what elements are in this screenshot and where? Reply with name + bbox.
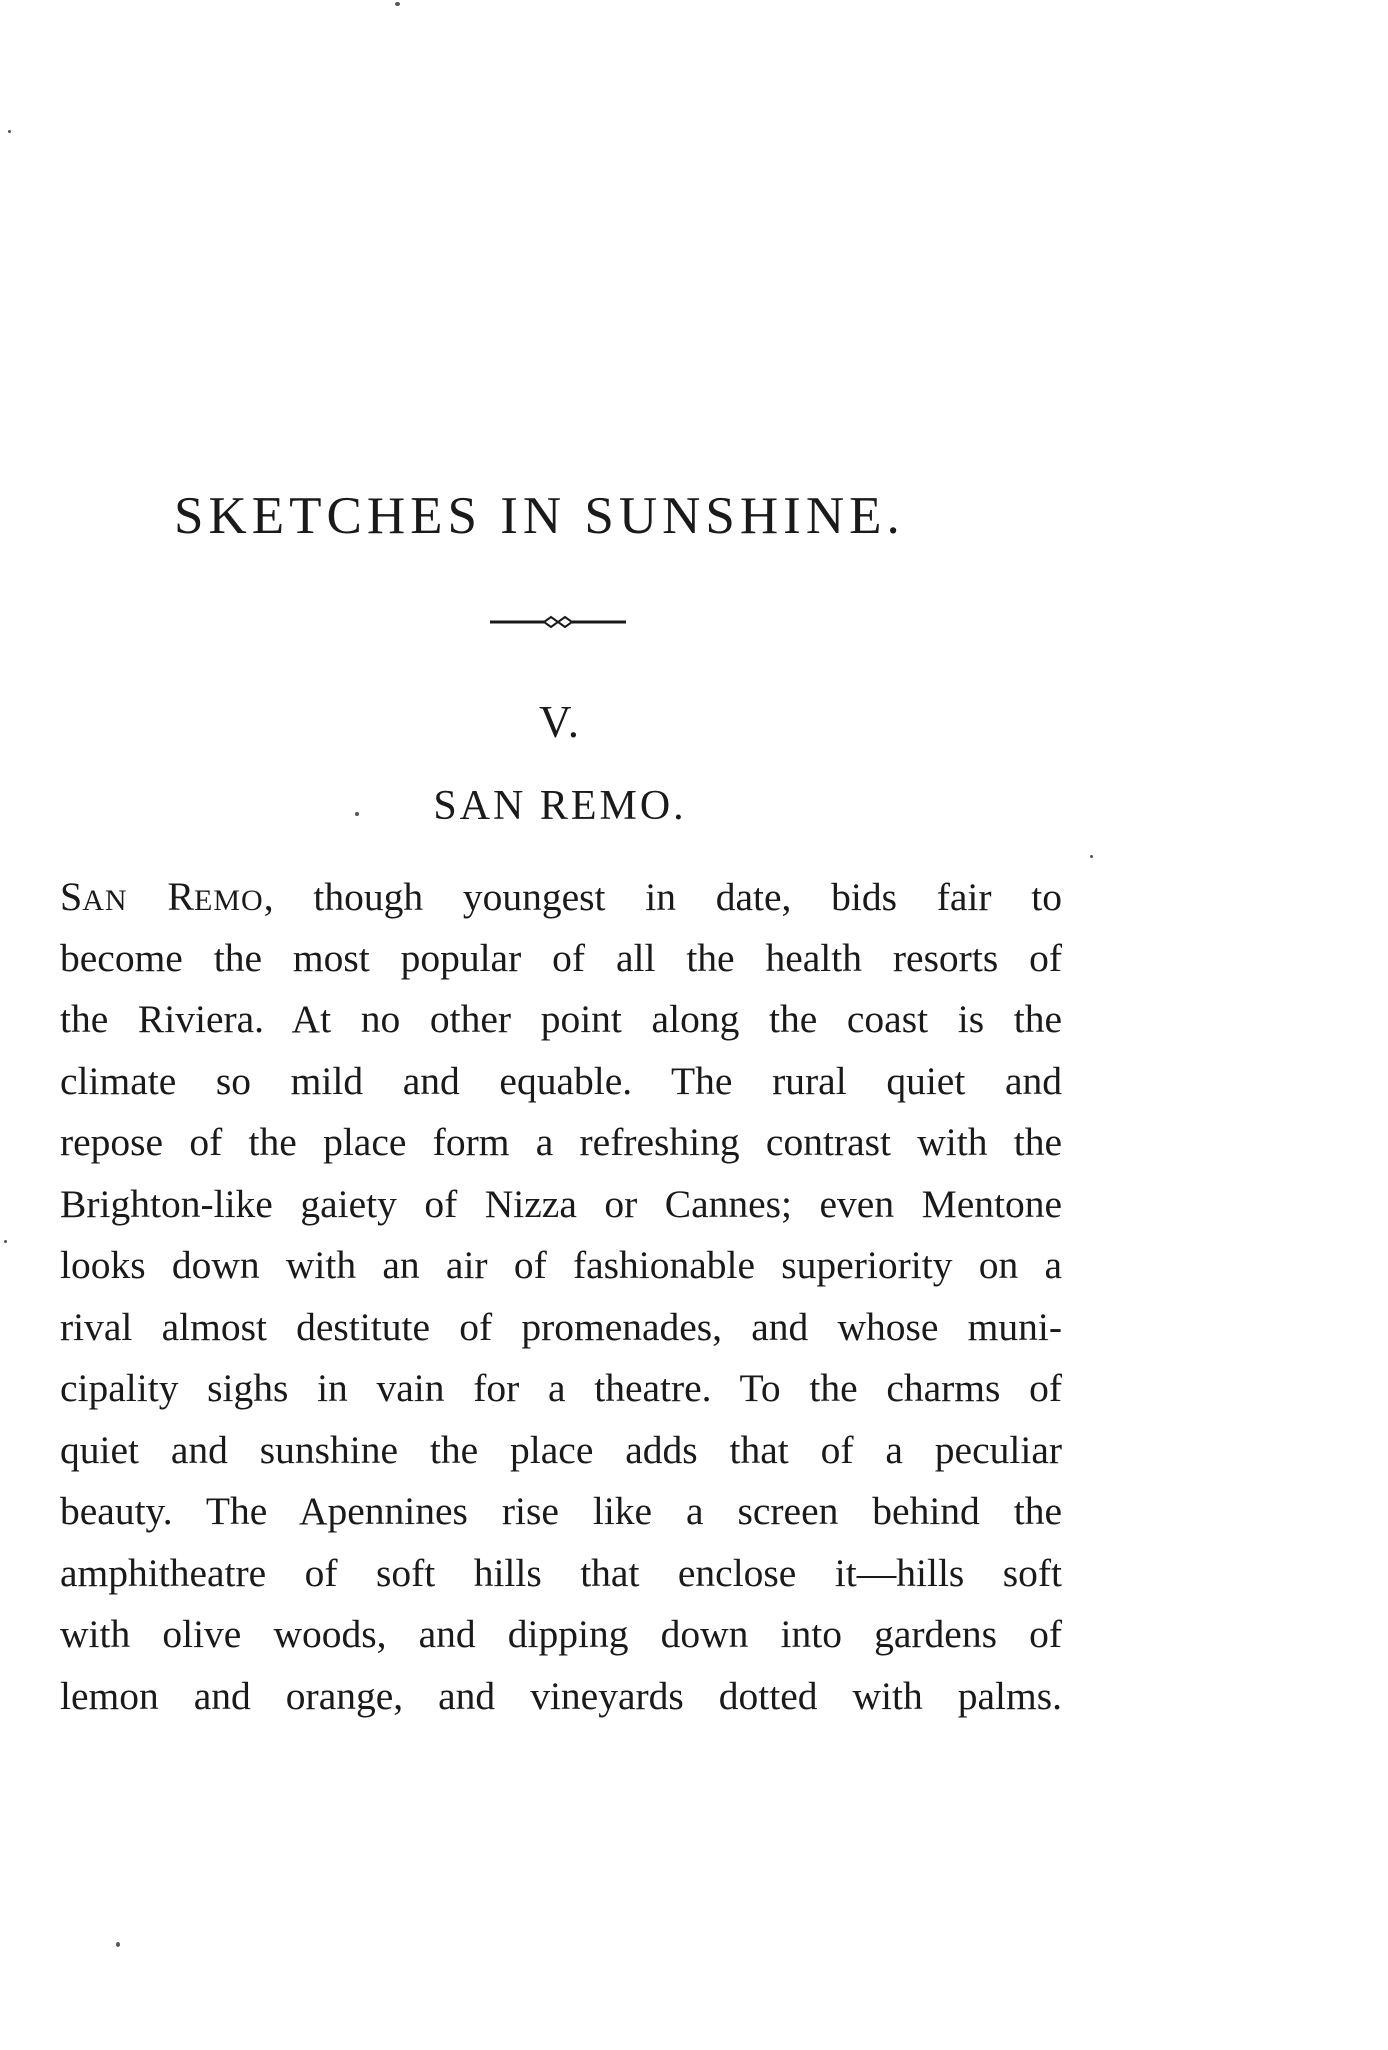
scan-speck	[116, 1942, 120, 1947]
small-cap-initial: S	[60, 874, 83, 919]
small-cap-rest: EMO	[194, 884, 264, 917]
text-line: rival almost destitute of promenades, and whose muni-	[60, 1304, 1062, 1349]
text-line: the Riviera. At no other point along the coast is the	[60, 997, 1062, 1041]
ornament-divider	[490, 612, 626, 632]
first-line-rest: , though youngest in date, bids fair to	[263, 875, 1063, 919]
small-cap-rest: AN	[82, 884, 128, 917]
text-line: repose of the place form a refreshing contrast with the	[60, 1120, 1062, 1164]
running-title: SKETCHES IN SUNSHINE.	[174, 487, 905, 545]
scan-speck	[4, 1240, 7, 1243]
text-line: climate so mild and equable. The rural quiet and	[60, 1058, 1062, 1103]
scan-speck	[395, 2, 400, 6]
text-line: amphitheatre of soft hills that enclose it—hills soft	[60, 1550, 1062, 1595]
text-line: quiet and sunshine the place adds that of a peculiar	[60, 1427, 1062, 1472]
text-line: become the most popular of all the health resorts of	[60, 935, 1062, 980]
text-line: with olive woods, and dipping down into gardens of	[60, 1612, 1062, 1656]
scan-speck	[8, 130, 11, 133]
body-text	[60, 866, 1062, 1727]
small-cap-initial: R	[167, 874, 195, 919]
scan-speck	[1090, 855, 1093, 858]
text-line: cipality sighs in vain for a theatre. To the charms of	[60, 1366, 1062, 1410]
text-line: beauty. The Apennines rise like a screen behind the	[60, 1489, 1062, 1533]
text-line: lemon and orange, and vineyards dotted with palms.	[60, 1673, 1062, 1718]
text-line	[60, 866, 1062, 928]
chapter-title: SAN REMO.	[433, 783, 687, 829]
text-line: Brighton-like gaiety of Nizza or Cannes; even Mentone	[60, 1181, 1062, 1226]
chapter-number: V.	[539, 697, 581, 747]
text-line: looks down with an air of fashionable superiority on a	[60, 1243, 1062, 1287]
